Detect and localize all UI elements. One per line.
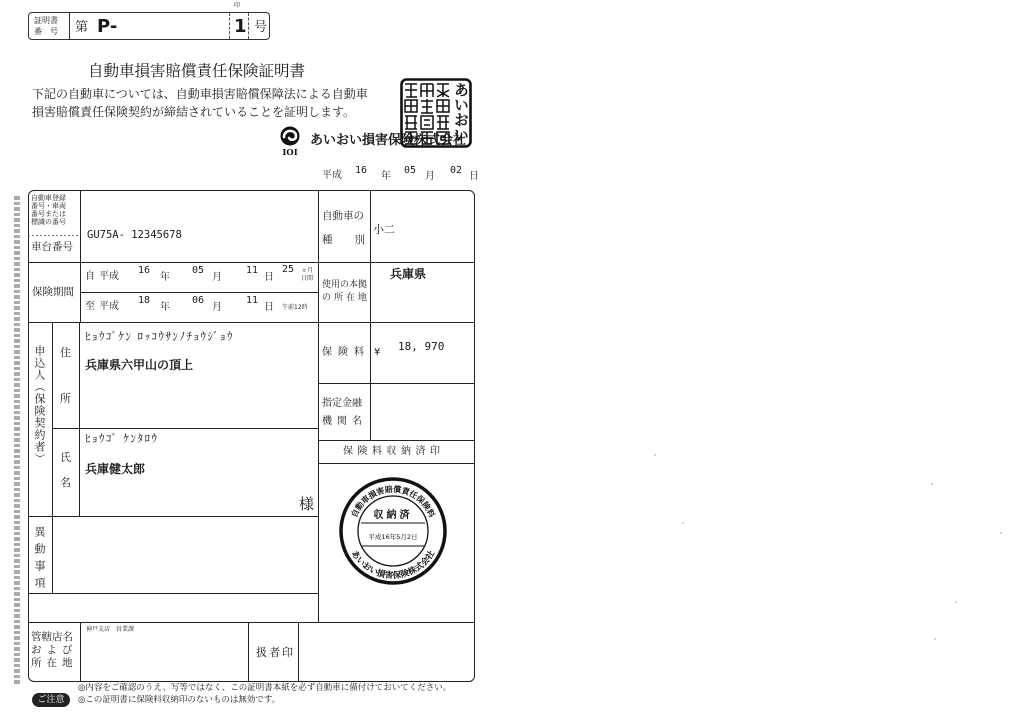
- notice-line-2: ◎この証明書に保険料収納印のないものは無効です。: [78, 695, 281, 705]
- issue-date-day: 02: [450, 165, 463, 176]
- small-mark: 印: [234, 2, 241, 9]
- premium-currency: ¥: [374, 347, 381, 358]
- handler-seal-label: 扱者印: [256, 646, 295, 659]
- period-to-era: 平成: [99, 301, 119, 312]
- stamp-center-text: 収納済: [373, 510, 413, 521]
- period-from-era: 平成: [99, 271, 119, 282]
- chassis-number: GU75A- 12345678: [87, 229, 182, 241]
- base-location-label: 使用の本拠: [322, 280, 368, 290]
- intro-line-2: 損害賠償責任保険契約が締結されていることを証明します。: [32, 105, 356, 119]
- applicant-name: 兵庫健太郎: [85, 462, 146, 476]
- office-value: 神戸支店 営業課: [86, 626, 135, 633]
- seal-lettering: あいおい: [452, 82, 470, 142]
- chassis-number-label: 車台番号: [31, 241, 73, 253]
- applicant-label: 申込人（保険契約者）: [33, 345, 46, 465]
- vehicle-type-label-2: 種別: [322, 234, 387, 246]
- bank-label-2: 機関名: [322, 416, 367, 427]
- document-title: 自動車損害賠償責任保険証明書: [88, 62, 306, 80]
- office-label-2: および: [31, 644, 78, 656]
- registration-label: 標識の番号: [31, 218, 66, 226]
- period-end-time: 午前12時: [282, 304, 308, 311]
- period-to-year: 18: [138, 295, 151, 306]
- logo-text: IOI: [282, 148, 298, 157]
- base-location-label-2: の所在地: [322, 293, 371, 303]
- intro-line-1: 下記の自動車については、自動車損害賠償保障法による自動車: [32, 87, 368, 101]
- period-to-month-unit: 月: [212, 302, 222, 313]
- address-label: 所: [60, 392, 71, 405]
- honorific: 様: [299, 495, 315, 513]
- go-label: 号: [254, 20, 268, 35]
- period-to-month: 06: [192, 295, 205, 306]
- period-from-day: 11: [246, 265, 259, 276]
- registration-label: 番号または: [31, 210, 66, 218]
- changes-label: 異動事項: [33, 526, 46, 594]
- bank-label: 指定金融: [322, 398, 362, 409]
- premium-amount: 18, 970: [398, 340, 445, 353]
- period-to-day: 11: [246, 295, 259, 306]
- period-from-day-unit: 日: [264, 272, 274, 283]
- dai-label: 第: [75, 20, 89, 35]
- name-label: 氏: [60, 451, 71, 464]
- period-from-year: 16: [138, 265, 151, 276]
- receipt-label: 保険料収納済印: [343, 446, 445, 457]
- stamp-bottom-text: あいおい損害保険株式会社: [348, 549, 438, 582]
- registration-label: 自動車登録: [31, 194, 66, 202]
- issue-date-year-unit: 年: [381, 171, 391, 182]
- certificate-number-label-2: 番 号: [34, 27, 58, 36]
- premium-label: 保険料: [322, 347, 370, 358]
- issue-date-month: 05: [404, 165, 417, 176]
- issue-date-era: 平成: [322, 170, 342, 181]
- period-from-month-unit: 月: [212, 272, 222, 283]
- office-label: 管轄店名: [31, 631, 73, 643]
- registration-label: 番号・車両: [31, 202, 66, 210]
- period-to-mark: 至: [85, 301, 95, 312]
- name-label: 名: [60, 476, 71, 489]
- base-location-value: 兵庫県: [390, 267, 427, 281]
- certificate-prefix: P-: [97, 16, 118, 37]
- applicant-address-kana: ﾋｮｳｺﾞｹﾝ ﾛｯｺｳｻﾝﾉﾁｮｳｼﾞｮｳ: [85, 330, 234, 343]
- period-from-year-unit: 年: [160, 272, 170, 283]
- period-from-mark: 自: [85, 271, 95, 282]
- issue-date-year: 16: [355, 165, 368, 176]
- applicant-address: 兵庫県六甲山の頂上: [85, 358, 194, 372]
- period-label: 保険期間: [32, 286, 74, 298]
- address-label: 住: [60, 346, 71, 359]
- company-name: あいおい損害保険株式会社: [310, 133, 467, 148]
- period-to-year-unit: 年: [160, 302, 170, 313]
- period-length-unit-days: 日間: [301, 275, 314, 282]
- period-length-unit-months: ヵ月: [301, 267, 314, 274]
- period-length: 25: [282, 264, 295, 275]
- office-label-3: 所在地: [31, 657, 78, 669]
- stamp-date: 平成16年5月2日: [368, 533, 418, 541]
- applicant-name-kana: ﾋｮｳｺﾞ ｹﾝﾀﾛｳ: [85, 432, 159, 445]
- vehicle-type-label: 自動車の: [322, 210, 364, 222]
- certificate-number-label: 証明書: [34, 16, 58, 25]
- notice-badge: ご注意: [32, 693, 70, 707]
- stamp-top-text: 自動車損害賠償責任保険料: [349, 484, 437, 519]
- issue-date-month-unit: 月: [425, 171, 435, 182]
- period-from-month: 05: [192, 265, 205, 276]
- vehicle-type-value: 小二: [373, 223, 395, 236]
- period-to-day-unit: 日: [264, 302, 274, 313]
- issue-date-day-unit: 日: [469, 171, 479, 182]
- certificate-number: 1: [234, 16, 247, 37]
- notice-line-1: ◎内容をご確認のうえ、写等ではなく、この証明書本紙を必ず自動車に備付けておいてください。: [78, 683, 452, 693]
